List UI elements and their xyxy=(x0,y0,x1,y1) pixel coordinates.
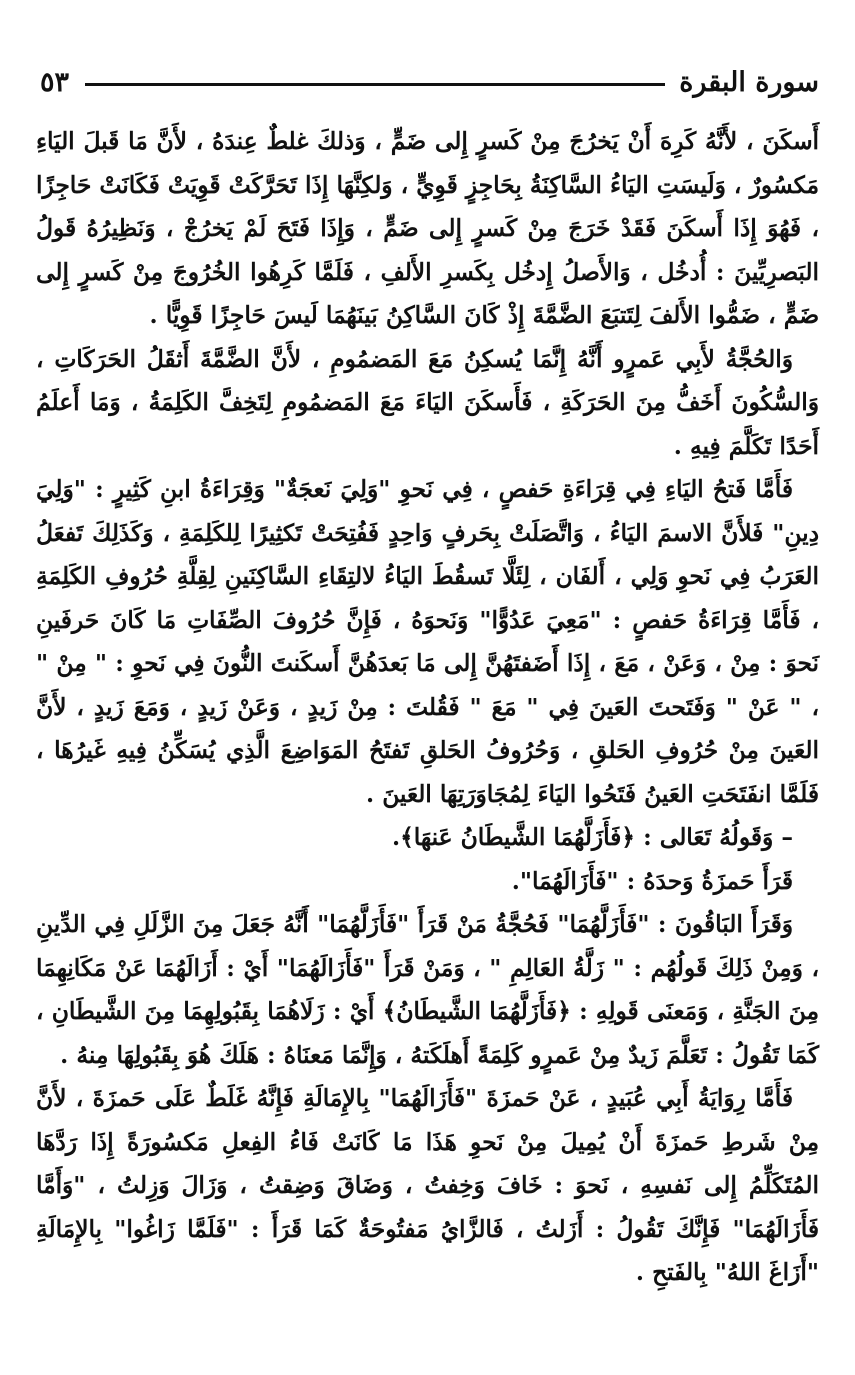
paragraph-5: فَأَمَّا رِوَايَةُ أَبِي عُبَيدٍ ، عَنْ حَمزَةَ "فَأَزَالَهُمَا" بِالإِمَالَةِ فَإِنَّهُ غَلَطٌ عَلَى حَمزَةَ ، لأَنَّ مِنْ شَرطِ حَمزَةَ أَنْ يُمِيلَ مِنْ نَحوِ هَذَا مَا كَانَتْ فَاءُ الفِعلِ مَكسُورَةً إِذَا رَدَّهَا المُتَكَلِّمُ إِلى نَفسِهِ ، نَحوَ : خَافَ وَخِفتُ ، وَضَاقَ وَضِقتُ ، وَزَالَ وَزِلتُ ، "وَأَمَّا فَأَزَالَهُمَا" فَإِنَّكَ تَقُولُ : أَزَلتُ ، فَالزَّايُ مَفتُوحَةٌ كَمَا قَرَأَ : "فَلَمَّا زَاغُوا" بِالإِمَالَةِ "أَزَاغَ اللهُ" بِالفَتحِ . xyxy=(36,1085,819,1286)
main-text xyxy=(36,120,819,1295)
reading-hamza: قَرَأَ حَمزَةُ وَحدَهُ : "فَأَزَالَهُمَا". xyxy=(511,867,793,895)
verse-quote: – وَقَولُهُ تَعَالى : ﴿فَأَزَلَّهُمَا الشَّيطَانُ عَنهَا﴾. xyxy=(391,824,793,851)
page-number: ٥٣ xyxy=(40,66,70,98)
surah-title: سورة البقرة xyxy=(679,66,819,98)
paragraph-3: فَأَمَّا فَتحُ اليَاءِ فِي قِرَاءَةِ حَفصٍ ، فِي نَحوِ "وَلِيَ نَعجَةٌ" وَقِرَاءَةُ ابنِ كَثِيرٍ : "وَلِيَ دِينِ" فَلأَنَّ الاسمَ اليَاءُ ، وَاتَّصَلَتْ بِحَرفٍ وَاحِدٍ فَفُتِحَتْ تَكثِيرًا لِلكَلِمَةِ ، وَكَذَلِكَ تَفعَلُ العَرَبُ فِي نَحوِ وَلِي ، أَلفَان ، لِئَلَّا تَسقُطَ اليَاءُ لالتِقَاءِ السَّاكِنَينِ لِقِلَّةِ حُرُوفِ الكَلِمَةِ ، فَأَمَّا قِرَاءَةُ حَفصٍ : "مَعِيَ عَدُوًّا" وَنَحوَهُ ، فَإِنَّ حُرُوفَ الصِّفَاتِ مَا كَانَ حَرفَينِ نَحوَ : مِنْ ، وَعَنْ ، مَعَ ، إِذَا أَضَفتَهُنَّ إِلى مَا بَعدَهُنَّ أَسكَنتَ النُّونَ فِي نَحوِ : " مِنْ " ، " عَنْ " وَفَتَحتَ العَينَ فِي " مَعَ " فَقُلتَ : مِنْ زَيدٍ ، وَعَنْ زَيدٍ ، وَمَعَ زَيدٍ ، لأَنَّ العَينَ مِنْ حُرُوفِ الحَلقِ ، وَحُرُوفُ الحَلقِ تَفتَحُ المَوَاضِعَ الَّذِي يُسَكِّنُ فِيهِ غَيرُهَا ، فَلَمَّا انفَتَحَتِ العَينُ فَتَحُوا اليَاءَ لِمُجَاوَرَتِهَا العَينَ . xyxy=(36,476,819,808)
running-header xyxy=(40,62,819,102)
header-rule xyxy=(85,83,665,86)
paragraph-2: وَالحُجَّةُ لأَبِي عَمرٍو أَنَّهُ إِنَّمَا يُسكِنُ مَعَ المَضمُومِ ، لأَنَّ الضَّمَّةَ أَثقَلُ الحَرَكَاتِ ، وَالسُّكُونَ أَخَفُّ مِنَ الحَرَكَةِ ، فَأَسكَنَ اليَاءَ مَعَ المَضمُومِ لِتَخِفَّ الكَلِمَةُ ، وَمَا أَعلَمُ أَحَدًا تَكَلَّمَ فِيهِ . xyxy=(36,345,819,460)
paragraph-1: أَسكَنَ ، لأَنَّهُ كَرِهَ أَنْ يَخرُجَ مِنْ كَسرٍ إِلى ضَمٍّ ، وَذلكَ غلطٌ عِندَهُ ، لأَنَّ مَا قَبلَ اليَاءِ مَكسُورٌ ، وَلَيسَتِ اليَاءُ السَّاكِنَةُ بِحَاجِزٍ قَوِيٍّ ، وَلكِنَّهَا إِذَا تَحَرَّكَتْ قَوِيَتْ فَكَانَتْ حَاجِزًا ، فَهُوَ إِذَا أَسكَنَ فَقَدْ خَرَجَ مِنْ كَسرٍ إِلى ضَمٍّ ، وَإِذَا فَتَحَ لَمْ يَخرُجْ ، وَنَظِيرُهُ قَولُ البَصرِيِّينَ : أُدخُل ، وَالأَصلُ إِدخُل بِكَسرِ الأَلفِ ، فَلَمَّا كَرِهُوا الخُرُوجَ مِنْ كَسرٍ إِلى ضَمٍّ ، ضَمُّوا الأَلفَ لِتَتبَعَ الضَّمَّةَ إِذْ كَانَ السَّاكِنُ بَينَهُمَا لَيسَ حَاجِزًا قَوِيًّا . xyxy=(36,128,819,329)
paragraph-4: وَقَرَأَ البَاقُونَ : "فَأَزَلَّهُمَا" فَحُجَّةُ مَنْ قَرَأَ "فَأَزَلَّهُمَا" أَنَّهُ جَعَلَ مِنَ الزَّلَلِ فِي الدِّينِ ، وَمِنْ ذَلِكَ قَولُهُم : " زَلَّةُ العَالِمِ " ، وَمَنْ قَرَأَ "فَأَزَالَهُمَا" أَيْ : أَزَالَهُمَا عَنْ مَكَانِهِمَا مِنَ الجَنَّةِ ، وَمَعنَى قَولِهِ : ﴿فَأَزَلَّهُمَا الشَّيطَانُ﴾ أَيْ : زَلَاهُمَا بِقَبُولِهِمَا مِنَ الشَّيطَانِ ، كَمَا تَقُولُ : تَعَلَّمَ زَيدٌ مِنْ عَمرٍو كَلِمَةً أَهلَكَتهُ ، وَإِنَّمَا مَعنَاهُ : هَلَكَ هُوَ بِقَبُولِهَا مِنهُ . xyxy=(36,911,819,1069)
